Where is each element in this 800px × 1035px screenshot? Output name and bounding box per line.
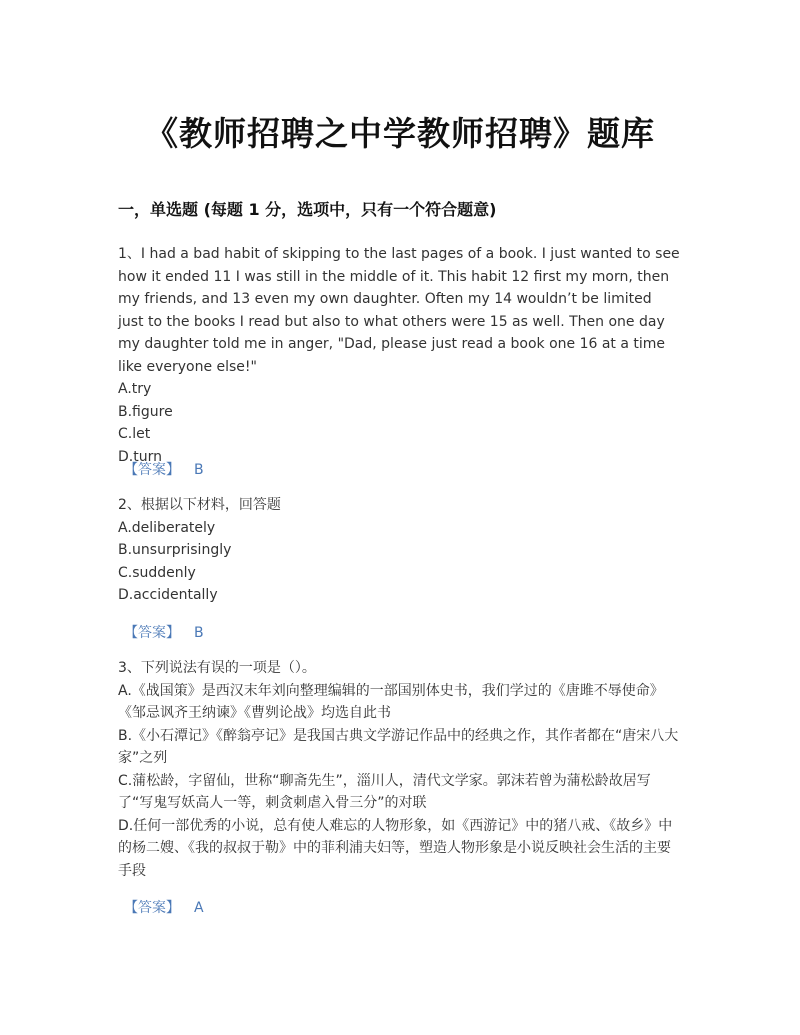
question-stem: 1、I had a bad habit of skipping to the last pages of a book. I just wanted to see how it ended 11 I was still in the middle of it. This habit 12 first my morn, then my friends, and 13 even my own daughter. Often my 14 wouldn’t be limited just to the books I read but also to what others were 15 as well. Then one day my daughter told me in anger, "Dad, please just read a book one 16 at a time like everyone else!"	[118, 246, 680, 375]
option-b: B.《小石潭记》《醉翁亭记》是我国古典文学游记作品中的经典之作，其作者都在“唐宋八大家”之列	[118, 727, 679, 766]
answer-label: 【答案】	[124, 462, 180, 478]
option-a: A.try	[118, 381, 152, 397]
option-a: A.deliberately	[118, 519, 216, 536]
question-1	[118, 243, 680, 468]
option-c: C.let	[118, 426, 151, 442]
answer-value: B	[194, 462, 204, 478]
option-b: B.unsurprisingly	[118, 542, 232, 558]
answer-value: A	[194, 900, 204, 916]
question-2	[118, 494, 680, 607]
answer-label: 【答案】	[124, 625, 180, 641]
option-d: D.任何一部优秀的小说，总有使人难忘的人物形象，如《西游记》中的猪八戒、《故乡》中的杨二嫂、《我的叔叔于勒》中的菲利浦夫妇等，塑造人物形象是小说反映社会生活的主要手段	[118, 817, 673, 879]
answer-value: B	[194, 625, 204, 641]
answer-label: 【答案】	[124, 900, 180, 916]
question-stem: 2、根据以下材料，回答题	[118, 497, 281, 513]
option-b: B.figure	[118, 403, 173, 420]
section-heading: 一，单选题 (每题 1 分，选项中，只有一个符合题意)	[118, 200, 497, 219]
option-a: A.《战国策》是西汉末年刘向整理编辑的一部国别体史书，我们学过的《唐雎不辱使命》《邹忌讽齐王纳谏》《曹刿论战》均选自此书	[118, 682, 664, 721]
answer-3	[124, 897, 204, 917]
question-stem: 3、下列说法有误的一项是（）。	[118, 660, 316, 676]
option-c: C.suddenly	[118, 564, 196, 581]
page-title: 《教师招聘之中学教师招聘》题库	[145, 114, 655, 153]
answer-1	[124, 459, 204, 479]
answer-2	[124, 622, 204, 642]
option-d: D.turn	[118, 448, 162, 465]
option-d: D.accidentally	[118, 587, 218, 603]
question-3	[118, 657, 680, 882]
option-c: C.蒲松龄，字留仙，世称“聊斋先生”，淄川人，清代文学家。郭沫若曾为蒲松龄故居写了“写鬼写妖高人一等，刺贪刺虐入骨三分”的对联	[118, 772, 651, 811]
